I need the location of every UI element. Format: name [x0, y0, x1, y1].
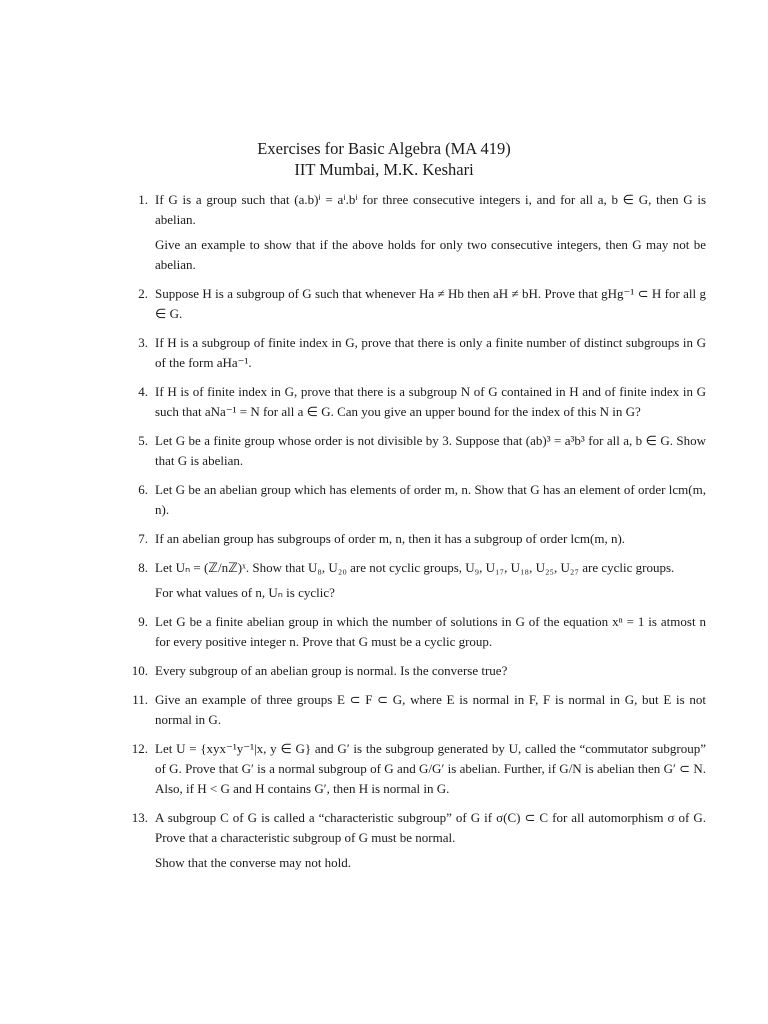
problem-text: Give an example of three groups E ⊂ F ⊂ G, where E is normal in F, F is normal in G, but E is not normal in G.	[155, 692, 706, 727]
problem-number: 9.	[138, 614, 148, 629]
problem-number: 4.	[138, 384, 148, 399]
problem-text: Let G be a finite abelian group in which the number of solutions in G of the equation xⁿ = 1 is atmost n for every positive integer n. Prove that G must be a cyclic group.	[155, 614, 706, 649]
problem-number: 6.	[138, 482, 148, 497]
problem-item	[0, 558, 768, 603]
problem-text: Every subgroup of an abelian group is normal. Is the converse true?	[155, 663, 508, 678]
problem-item	[0, 382, 768, 422]
problem-text: Let G be a finite group whose order is not divisible by 3. Suppose that (ab)³ = a³b³ for all a, b ∈ G. Show that G is abelian.	[155, 433, 706, 468]
problem-text: Give an example to show that if the above holds for only two consecutive integers, then G may not be abelian.	[155, 237, 706, 272]
problem-number: 12.	[131, 741, 148, 756]
problem-item	[0, 284, 768, 324]
problem-item	[0, 529, 768, 549]
problem-item	[0, 431, 768, 471]
problem-text: A subgroup C of G is called a “characteristic subgroup” of G if σ(C) ⊂ C for all automorphism σ of G. Prove that a characteristic subgroup of G must be normal.	[155, 810, 706, 845]
problem-item	[0, 480, 768, 520]
problem-item	[0, 661, 768, 681]
problem-item	[0, 808, 768, 873]
problem-text: If G is a group such that (a.b)ⁱ = aⁱ.bⁱ for three consecutive integers i, and for all a, b ∈ G, then G is abelian.	[155, 192, 706, 227]
problem-text: If H is of finite index in G, prove that there is a subgroup N of G contained in H and of finite index in G such that aNa⁻¹ = N for all a ∈ G. Can you give an upper bound for the index of this N in G?	[155, 384, 706, 419]
problem-item	[0, 190, 768, 275]
problem-list	[0, 190, 768, 882]
document-title	[0, 138, 768, 180]
problem-item	[0, 690, 768, 730]
problem-number: 2.	[138, 286, 148, 301]
problem-number: 10.	[131, 663, 148, 678]
problem-number: 1.	[138, 192, 148, 207]
problem-text: Show that the converse may not hold.	[155, 855, 352, 870]
problem-text: For what values of n, Uₙ is cyclic?	[155, 585, 335, 600]
title-line-2: IIT Mumbai, M.K. Keshari	[294, 160, 474, 179]
problem-text: Suppose H is a subgroup of G such that whenever Ha ≠ Hb then aH ≠ bH. Prove that gHg⁻¹ ⊂ H for all g ∈ G.	[155, 286, 706, 321]
problem-item	[0, 612, 768, 652]
problem-text: Let G be an abelian group which has elements of order m, n. Show that G has an element of order lcm(m, n).	[155, 482, 706, 517]
problem-text: If H is a subgroup of finite index in G, prove that there is only a finite number of distinct subgroups in G of the form aHa⁻¹.	[155, 335, 706, 370]
problem-text: If an abelian group has subgroups of order m, n, then it has a subgroup of order lcm(m, n).	[155, 531, 626, 546]
title-line-1: Exercises for Basic Algebra (MA 419)	[257, 139, 511, 158]
problem-number: 11.	[132, 692, 148, 707]
problem-number: 3.	[138, 335, 148, 350]
problem-text: Let Uₙ = (ℤ/nℤ)ˣ. Show that U₈, U₂₀ are not cyclic groups, U₉, U₁₇, U₁₈, U₂₅, U₂₇ are cyclic groups.	[155, 560, 675, 575]
problem-item	[0, 739, 768, 799]
problem-text: Let U = {xyx⁻¹y⁻¹|x, y ∈ G} and G′ is the subgroup generated by U, called the “commutator subgroup” of G. Prove that G′ is a normal subgroup of G and G/G′ is abelian. Further, if G/N is abelian then G′ ⊂ N. Also, if H < G and H contains G′, then H is normal in G.	[155, 741, 706, 796]
problem-number: 13.	[131, 810, 148, 825]
problem-item	[0, 333, 768, 373]
problem-number: 7.	[138, 531, 148, 546]
problem-number: 5.	[138, 433, 148, 448]
problem-number: 8.	[138, 560, 148, 575]
